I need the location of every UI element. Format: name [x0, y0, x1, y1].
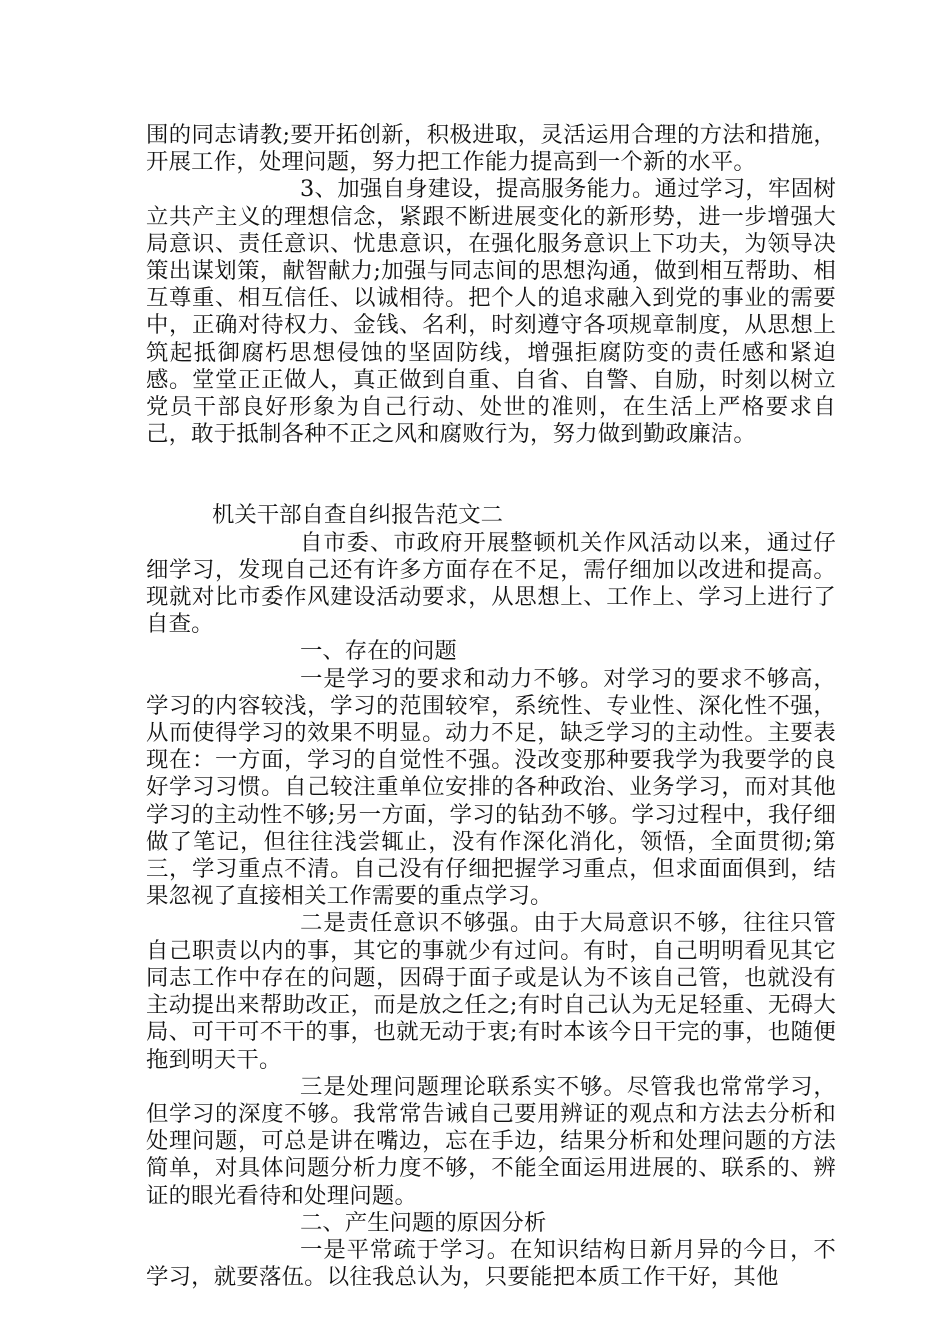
heading-causes: 二、产生问题的原因分析: [300, 1209, 547, 1236]
document-page: [146, 122, 836, 1291]
paragraph-cause-1: 一是平常疏于学习。在知识结构日新月异的今日，不学习，就要落伍。以往我总认为，只要能把本质工作干好，其他: [146, 1236, 836, 1291]
section-title: 机关干部自查自纠报告范文二: [212, 502, 504, 529]
section-spacer: [146, 448, 836, 502]
paragraph-problem-3: 三是处理问题理论联系实不够。尽管我也常常学习，但学习的深度不够。我常常告诫自己要用辨证的观点和方法去分析和处理问题，可总是讲在嘴边，忘在手边，结果分析和处理问题的方法简单，对具体问题分析力度不够，不能全面运用进展的、联系的、辨证的眼光看待和处理问题。: [146, 1073, 836, 1209]
paragraph-intro: 自市委、市政府开展整顿机关作风活动以来，通过仔细学习，发现自己还有许多方面存在不足，需仔细加以改进和提高。现就对比市委作风建设活动要求，从思想上、工作上、学习上进行了自查。: [146, 529, 836, 638]
heading-problems: 一、存在的问题: [300, 638, 457, 665]
paragraph-problem-1: 一是学习的要求和动力不够。对学习的要求不够高，学习的内容较浅，学习的范围较窄，系统性、专业性、深化性不强，从而使得学习的效果不明显。动力不足，缺乏学习的主动性。主要表现在：一方面，学习的自觉性不强。没改变那种要我学为我要学的良好学习习惯。自己较注重单位安排的各种政治、业务学习，而对其他学习的主动性不够;另一方面，学习的钻劲不够。学习过程中，我仔细做了笔记，但往往浅尝辄止，没有作深化消化，领悟，全面贯彻;第三，学习重点不清。自己没有仔细把握学习重点，但求面面俱到，结果忽视了直接相关工作需要的重点学习。: [146, 665, 836, 910]
paragraph-problem-2: 二是责任意识不够强。由于大局意识不够，往往只管自己职责以内的事，其它的事就少有过问。有时，自己明明看见其它同志工作中存在的问题，因碍于面子或是认为不该自己管，也就没有主动提出来帮助改正，而是放之任之;有时自己认为无足轻重、无碍大局、可干可不干的事，也就无动于衷;有时本该今日干完的事，也随便拖到明天干。: [146, 910, 836, 1073]
paragraph-self-building: 3、加强自身建设，提高服务能力。通过学习，牢固树立共产主义的理想信念，紧跟不断进展变化的新形势，进一步增强大局意识、责任意识、忧患意识，在强化服务意识上下功夫，为领导决策出谋划策，献智献力;加强与同志间的思想沟通，做到相互帮助、相互尊重、相互信任、以诚相待。把个人的追求融入到党的事业的需要中，正确对待权力、金钱、名利，时刻遵守各项规章制度，从思想上筑起抵御腐朽思想侵蚀的坚固防线，增强拒腐防变的责任感和紧迫感。堂堂正正做人，真正做到自重、自省、自警、自励，时刻以树立党员干部良好形象为自己行动、处世的准则，在生活上严格要求自己，敢于抵制各种不正之风和腐败行为，努力做到勤政廉洁。: [146, 176, 836, 448]
paragraph-continuation: 围的同志请教;要开拓创新，积极进取，灵活运用合理的方法和措施，开展工作，处理问题，努力把工作能力提高到一个新的水平。: [146, 122, 836, 176]
